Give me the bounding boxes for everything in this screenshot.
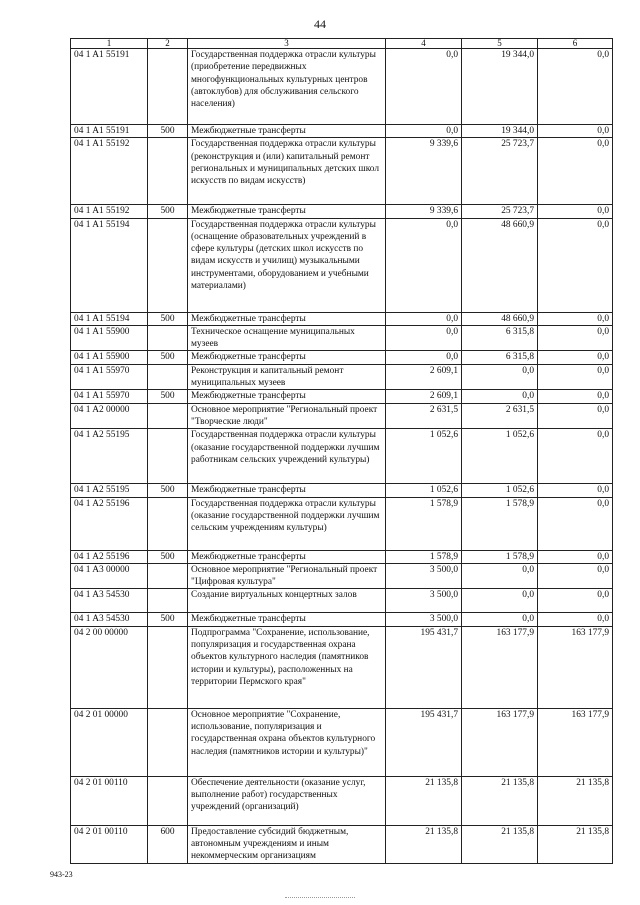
table-row (71, 312, 613, 325)
cell-value-1: 0,0 (386, 351, 462, 364)
cell-expense-type (148, 49, 188, 125)
column-header: 2 (148, 39, 188, 49)
cell-expense-type: 500 (148, 125, 188, 138)
cell-expense-type (148, 708, 188, 776)
cell-name: Создание виртуальных концертных залов (188, 589, 386, 613)
cell-value-2: 48 660,9 (462, 312, 538, 325)
cell-name: Подпрограмма "Сохранение, использование, популяризация и государственная охрана объектов культурного наследия (памятников истории и культуры), расположенных на территории Пермского края" (188, 626, 386, 708)
cell-value-2: 0,0 (462, 390, 538, 403)
cell-name: Реконструкция и капитальный ремонт муниципальных музеев (188, 364, 386, 390)
table-row (71, 364, 613, 390)
table-row (71, 708, 613, 776)
table-row (71, 484, 613, 497)
cell-code: 04 1 A1 55970 (71, 364, 148, 390)
cell-value-3: 163 177,9 (538, 626, 613, 708)
table-row (71, 429, 613, 484)
table-row (71, 613, 613, 626)
cell-value-3: 0,0 (538, 138, 613, 205)
table-row (71, 325, 613, 351)
cell-value-2: 163 177,9 (462, 708, 538, 776)
cell-value-1: 195 431,7 (386, 708, 462, 776)
cell-value-1: 0,0 (386, 312, 462, 325)
cell-name: Основное мероприятие "Региональный проект "Цифровая культура" (188, 563, 386, 589)
cell-expense-type (148, 138, 188, 205)
cell-value-2: 1 578,9 (462, 497, 538, 550)
cell-value-3: 0,0 (538, 218, 613, 312)
cell-code: 04 2 00 00000 (71, 626, 148, 708)
cell-value-2: 25 723,7 (462, 138, 538, 205)
cell-value-3: 0,0 (538, 390, 613, 403)
cell-value-1: 2 631,5 (386, 403, 462, 429)
table-row (71, 218, 613, 312)
cell-name: Государственная поддержка отрасли культуры (приобретение передвижных многофункциональных культурных центров (автоклубов) для обслуживания сельского населения) (188, 49, 386, 125)
cell-value-1: 21 135,8 (386, 776, 462, 825)
cell-code: 04 1 A1 55191 (71, 49, 148, 125)
cell-code: 04 1 A1 55191 (71, 125, 148, 138)
cell-value-2: 6 315,8 (462, 351, 538, 364)
cell-value-2: 21 135,8 (462, 825, 538, 863)
cell-value-2: 163 177,9 (462, 626, 538, 708)
page-number: 44 (314, 17, 326, 31)
cell-expense-type (148, 563, 188, 589)
table-row (71, 589, 613, 613)
budget-table (70, 38, 613, 864)
cell-name: Межбюджетные трансферты (188, 390, 386, 403)
cell-name: Государственная поддержка отрасли культуры (реконструкция и (или) капитальный ремонт региональных и муниципальных детских школ искусств по видам искусств) (188, 138, 386, 205)
cell-code: 04 1 A1 55970 (71, 390, 148, 403)
cell-name: Межбюджетные трансферты (188, 205, 386, 218)
cell-value-2: 6 315,8 (462, 325, 538, 351)
cell-name: Государственная поддержка отрасли культуры (оснащение образовательных учреждений в сфере культуры (детских школ искусств по видам искусств и училищ) музыкальными инструментами, оборудованием и учебными материалами) (188, 218, 386, 312)
cell-expense-type (148, 325, 188, 351)
cell-value-1: 195 431,7 (386, 626, 462, 708)
cell-code: 04 1 A3 00000 (71, 563, 148, 589)
cell-value-3: 163 177,9 (538, 708, 613, 776)
cell-expense-type: 500 (148, 312, 188, 325)
column-header: 1 (71, 39, 148, 49)
cell-value-1: 3 500,0 (386, 613, 462, 626)
table-row (71, 390, 613, 403)
cell-code: 04 2 01 00110 (71, 825, 148, 863)
cell-value-2: 0,0 (462, 364, 538, 390)
cell-value-2: 0,0 (462, 563, 538, 589)
cell-value-2: 19 344,0 (462, 49, 538, 125)
cell-value-3: 0,0 (538, 497, 613, 550)
cell-value-2: 25 723,7 (462, 205, 538, 218)
cell-code: 04 1 A2 55195 (71, 429, 148, 484)
table-row (71, 626, 613, 708)
cell-name: Межбюджетные трансферты (188, 125, 386, 138)
table-row (71, 825, 613, 863)
table-row (71, 776, 613, 825)
column-header: 5 (462, 39, 538, 49)
cell-value-2: 48 660,9 (462, 218, 538, 312)
cell-expense-type (148, 497, 188, 550)
cell-code: 04 1 A1 55900 (71, 325, 148, 351)
table-row (71, 138, 613, 205)
table-row (71, 563, 613, 589)
cell-code: 04 1 A1 55192 (71, 138, 148, 205)
cell-value-1: 1 052,6 (386, 484, 462, 497)
cell-value-3: 21 135,8 (538, 776, 613, 825)
cell-code: 04 1 A3 54530 (71, 613, 148, 626)
cell-value-1: 1 578,9 (386, 497, 462, 550)
cell-expense-type (148, 364, 188, 390)
cell-expense-type (148, 429, 188, 484)
cell-value-2: 1 052,6 (462, 429, 538, 484)
table-row (71, 403, 613, 429)
cell-value-1: 0,0 (386, 49, 462, 125)
cell-expense-type: 500 (148, 205, 188, 218)
cell-value-1: 1 052,6 (386, 429, 462, 484)
cell-code: 04 1 A1 55194 (71, 218, 148, 312)
cell-value-3: 0,0 (538, 403, 613, 429)
table-row (71, 205, 613, 218)
cell-value-3: 0,0 (538, 613, 613, 626)
table-row (71, 351, 613, 364)
cell-expense-type: 500 (148, 351, 188, 364)
cell-name: Межбюджетные трансферты (188, 312, 386, 325)
cell-name: Государственная поддержка отрасли культуры (оказание государственной поддержки лучшим сельским учреждениям культуры) (188, 497, 386, 550)
cell-value-1: 3 500,0 (386, 589, 462, 613)
cell-value-3: 0,0 (538, 429, 613, 484)
cell-name: Межбюджетные трансферты (188, 351, 386, 364)
cell-expense-type: 500 (148, 613, 188, 626)
cell-value-3: 0,0 (538, 364, 613, 390)
cell-value-2: 1 052,6 (462, 484, 538, 497)
cell-value-1: 9 339,6 (386, 205, 462, 218)
cell-value-3: 0,0 (538, 312, 613, 325)
column-header: 3 (188, 39, 386, 49)
table-row (71, 550, 613, 563)
cell-name: Техническое оснащение муниципальных музеев (188, 325, 386, 351)
cell-value-1: 1 578,9 (386, 550, 462, 563)
cell-value-3: 0,0 (538, 484, 613, 497)
cell-value-1: 9 339,6 (386, 138, 462, 205)
cell-code: 04 1 A2 55195 (71, 484, 148, 497)
cell-name: Обеспечение деятельности (оказание услуг, выполнение работ) государственных учреждений (организаций) (188, 776, 386, 825)
cell-value-3: 0,0 (538, 205, 613, 218)
cell-value-1: 21 135,8 (386, 825, 462, 863)
cell-code: 04 2 01 00000 (71, 708, 148, 776)
cell-code: 04 1 A2 55196 (71, 550, 148, 563)
cell-name: Основное мероприятие "Региональный проект "Творческие люди" (188, 403, 386, 429)
cell-expense-type (148, 218, 188, 312)
cell-value-2: 0,0 (462, 613, 538, 626)
table-row (71, 497, 613, 550)
cell-code: 04 1 A3 54530 (71, 589, 148, 613)
cell-value-3: 0,0 (538, 563, 613, 589)
cell-value-3: 21 135,8 (538, 825, 613, 863)
cell-expense-type: 600 (148, 825, 188, 863)
cell-code: 04 2 01 00110 (71, 776, 148, 825)
cell-code: 04 1 A1 55194 (71, 312, 148, 325)
cell-value-1: 3 500,0 (386, 563, 462, 589)
cell-value-2: 2 631,5 (462, 403, 538, 429)
cell-code: 04 1 A1 55900 (71, 351, 148, 364)
cell-name: Межбюджетные трансферты (188, 484, 386, 497)
cell-expense-type (148, 776, 188, 825)
cell-value-1: 2 609,1 (386, 390, 462, 403)
cell-expense-type: 500 (148, 390, 188, 403)
bottom-margin-mark (285, 897, 355, 898)
cell-value-2: 0,0 (462, 589, 538, 613)
cell-value-3: 0,0 (538, 550, 613, 563)
column-header: 4 (386, 39, 462, 49)
cell-name: Межбюджетные трансферты (188, 613, 386, 626)
cell-name: Предоставление субсидий бюджетным, автономным учреждениям и иным некоммерческим организациям (188, 825, 386, 863)
cell-value-1: 0,0 (386, 325, 462, 351)
column-number-row (71, 39, 613, 49)
cell-expense-type: 500 (148, 484, 188, 497)
cell-code: 04 1 A2 55196 (71, 497, 148, 550)
cell-code: 04 1 A2 00000 (71, 403, 148, 429)
cell-name: Основное мероприятие "Сохранение, использование, популяризация и государственная охрана объектов культурного наследия (памятников истории и культуры)" (188, 708, 386, 776)
cell-name: Государственная поддержка отрасли культуры (оказание государственной поддержки лучшим работникам сельских учреждений культуры) (188, 429, 386, 484)
cell-name: Межбюджетные трансферты (188, 550, 386, 563)
cell-value-1: 2 609,1 (386, 364, 462, 390)
cell-value-3: 0,0 (538, 589, 613, 613)
cell-value-3: 0,0 (538, 325, 613, 351)
cell-value-1: 0,0 (386, 125, 462, 138)
cell-value-3: 0,0 (538, 49, 613, 125)
cell-expense-type (148, 589, 188, 613)
cell-value-2: 19 344,0 (462, 125, 538, 138)
cell-value-1: 0,0 (386, 218, 462, 312)
cell-code: 04 1 A1 55192 (71, 205, 148, 218)
cell-value-2: 1 578,9 (462, 550, 538, 563)
table-row (71, 49, 613, 125)
cell-value-2: 21 135,8 (462, 776, 538, 825)
column-header: 6 (538, 39, 613, 49)
cell-value-3: 0,0 (538, 125, 613, 138)
document-code: 943-23 (50, 870, 73, 879)
cell-expense-type (148, 403, 188, 429)
cell-value-3: 0,0 (538, 351, 613, 364)
cell-expense-type: 500 (148, 550, 188, 563)
table-row (71, 125, 613, 138)
cell-expense-type (148, 626, 188, 708)
